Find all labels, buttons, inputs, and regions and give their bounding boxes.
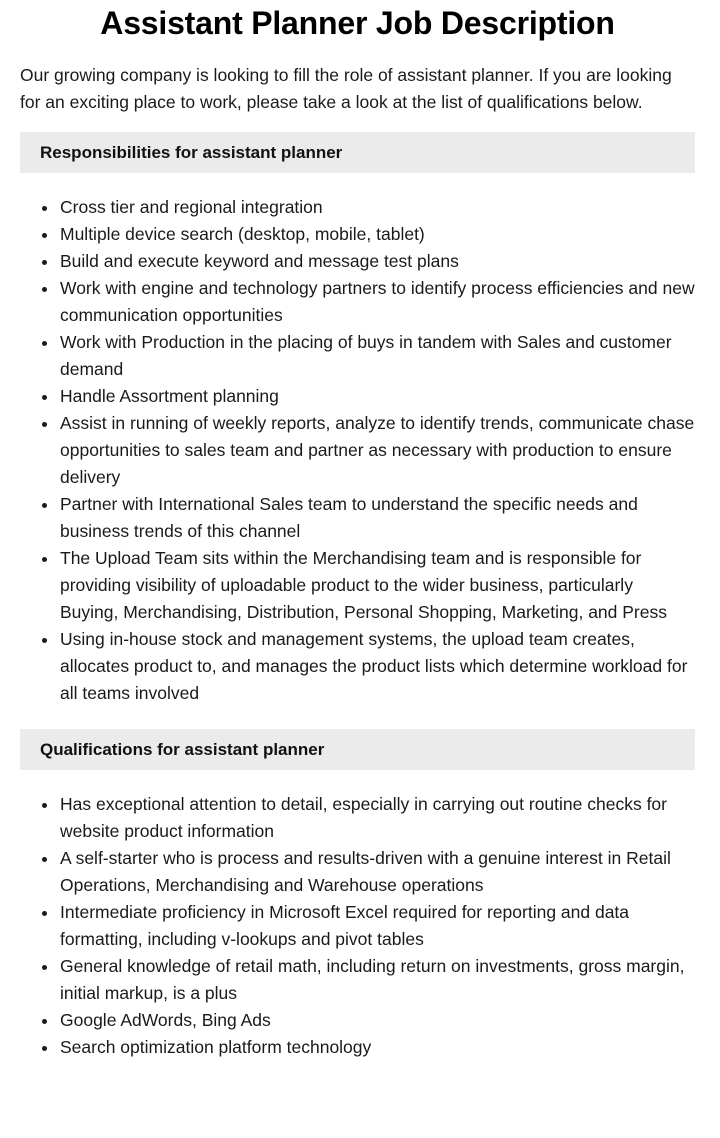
list-item: Handle Assortment planning <box>60 383 695 410</box>
responsibilities-heading: Responsibilities for assistant planner <box>20 132 695 173</box>
list-item: Google AdWords, Bing Ads <box>60 1007 695 1034</box>
list-item: Cross tier and regional integration <box>60 194 695 221</box>
qualifications-list <box>20 791 695 1061</box>
page-title: Assistant Planner Job Description <box>100 5 615 41</box>
list-item: The Upload Team sits within the Merchandising team and is responsible for providing visibility of uploadable product to the wider business, particularly Buying, Merchandising, Distribution, Personal Shopping, Marketing, and Press <box>60 545 695 626</box>
list-item: Work with Production in the placing of buys in tandem with Sales and customer demand <box>60 329 695 383</box>
responsibilities-list <box>20 194 695 707</box>
list-item: Partner with International Sales team to understand the specific needs and business trends of this channel <box>60 491 695 545</box>
list-item: Using in-house stock and management systems, the upload team creates, allocates product to, and manages the product lists which determine workload for all teams involved <box>60 626 695 707</box>
list-item: Intermediate proficiency in Microsoft Excel required for reporting and data formatting, including v-lookups and pivot tables <box>60 899 695 953</box>
list-item: Has exceptional attention to detail, especially in carrying out routine checks for website product information <box>60 791 695 845</box>
list-item: General knowledge of retail math, including return on investments, gross margin, initial markup, is a plus <box>60 953 695 1007</box>
list-item: Assist in running of weekly reports, analyze to identify trends, communicate chase opportunities to sales team and partner as necessary with production to ensure delivery <box>60 410 695 491</box>
list-item: Search optimization platform technology <box>60 1034 695 1061</box>
list-item: Work with engine and technology partners to identify process efficiencies and new communication opportunities <box>60 275 695 329</box>
list-item: Build and execute keyword and message test plans <box>60 248 695 275</box>
list-item: Multiple device search (desktop, mobile, tablet) <box>60 221 695 248</box>
list-item: A self-starter who is process and results-driven with a genuine interest in Retail Operations, Merchandising and Warehouse operations <box>60 845 695 899</box>
qualifications-heading: Qualifications for assistant planner <box>20 729 695 770</box>
intro-paragraph: Our growing company is looking to fill the role of assistant planner. If you are looking for an exciting place to work, please take a look at the list of qualifications below. <box>20 65 672 112</box>
